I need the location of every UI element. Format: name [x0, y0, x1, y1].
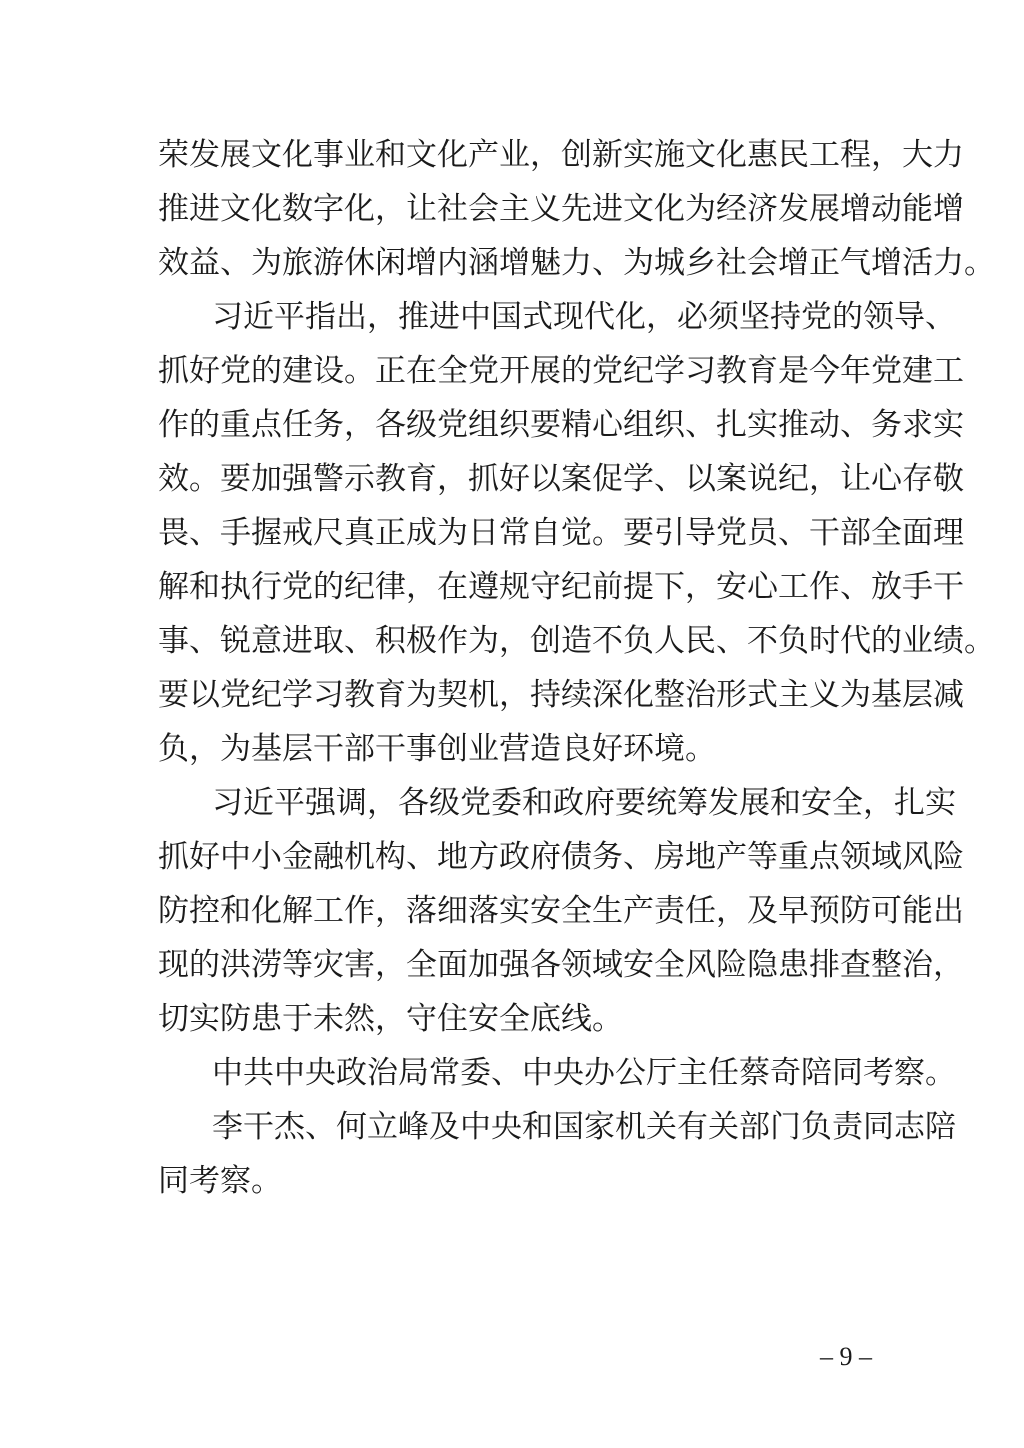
paragraph-line: 效益、为旅游休闲增内涵增魅力、为城乡社会增正气增活力。	[158, 245, 995, 281]
paragraph-line: 李干杰、何立峰及中央和国家机关有关部门负责同志陪	[212, 1109, 956, 1145]
paragraph-line: 抓好中小金融机构、地方政府债务、房地产等重点领域风险	[158, 839, 964, 875]
paragraph-line: 荣发展文化事业和文化产业，创新实施文化惠民工程，大力	[158, 137, 964, 173]
paragraph-line: 同考察。	[158, 1163, 282, 1199]
paragraph-line: 要以党纪学习教育为契机，持续深化整治形式主义为基层减	[158, 677, 964, 713]
paragraph-line: 作的重点任务，各级党组织要精心组织、扎实推动、务求实	[158, 407, 964, 443]
page-number: – 9 –	[820, 1342, 872, 1371]
paragraph-line: 习近平指出，推进中国式现代化，必须坚持党的领导、	[212, 299, 956, 335]
paragraph-line: 现的洪涝等灾害，全面加强各领域安全风险隐患排查整治，	[158, 947, 964, 983]
paragraph-line: 效。要加强警示教育，抓好以案促学、以案说纪，让心存敬	[158, 461, 964, 497]
paragraph-line: 习近平强调，各级党委和政府要统筹发展和安全，扎实	[212, 785, 956, 821]
paragraph-line: 负，为基层干部干事创业营造良好环境。	[158, 731, 716, 767]
paragraph-line: 防控和化解工作，落细落实安全生产责任，及早预防可能出	[158, 893, 964, 929]
paragraph-line: 畏、手握戒尺真正成为日常自觉。要引导党员、干部全面理	[158, 515, 964, 551]
paragraph-line: 中共中央政治局常委、中央办公厅主任蔡奇陪同考察。	[212, 1055, 956, 1091]
paragraph-line: 事、锐意进取、积极作为，创造不负人民、不负时代的业绩。	[158, 623, 995, 659]
paragraph-line: 切实防患于未然，守住安全底线。	[158, 1001, 623, 1037]
paragraph-line: 解和执行党的纪律，在遵规守纪前提下，安心工作、放手干	[158, 569, 964, 605]
paragraph-line: 抓好党的建设。正在全党开展的党纪学习教育是今年党建工	[158, 353, 964, 389]
paragraph-line: 推进文化数字化，让社会主义先进文化为经济发展增动能增	[158, 191, 964, 227]
